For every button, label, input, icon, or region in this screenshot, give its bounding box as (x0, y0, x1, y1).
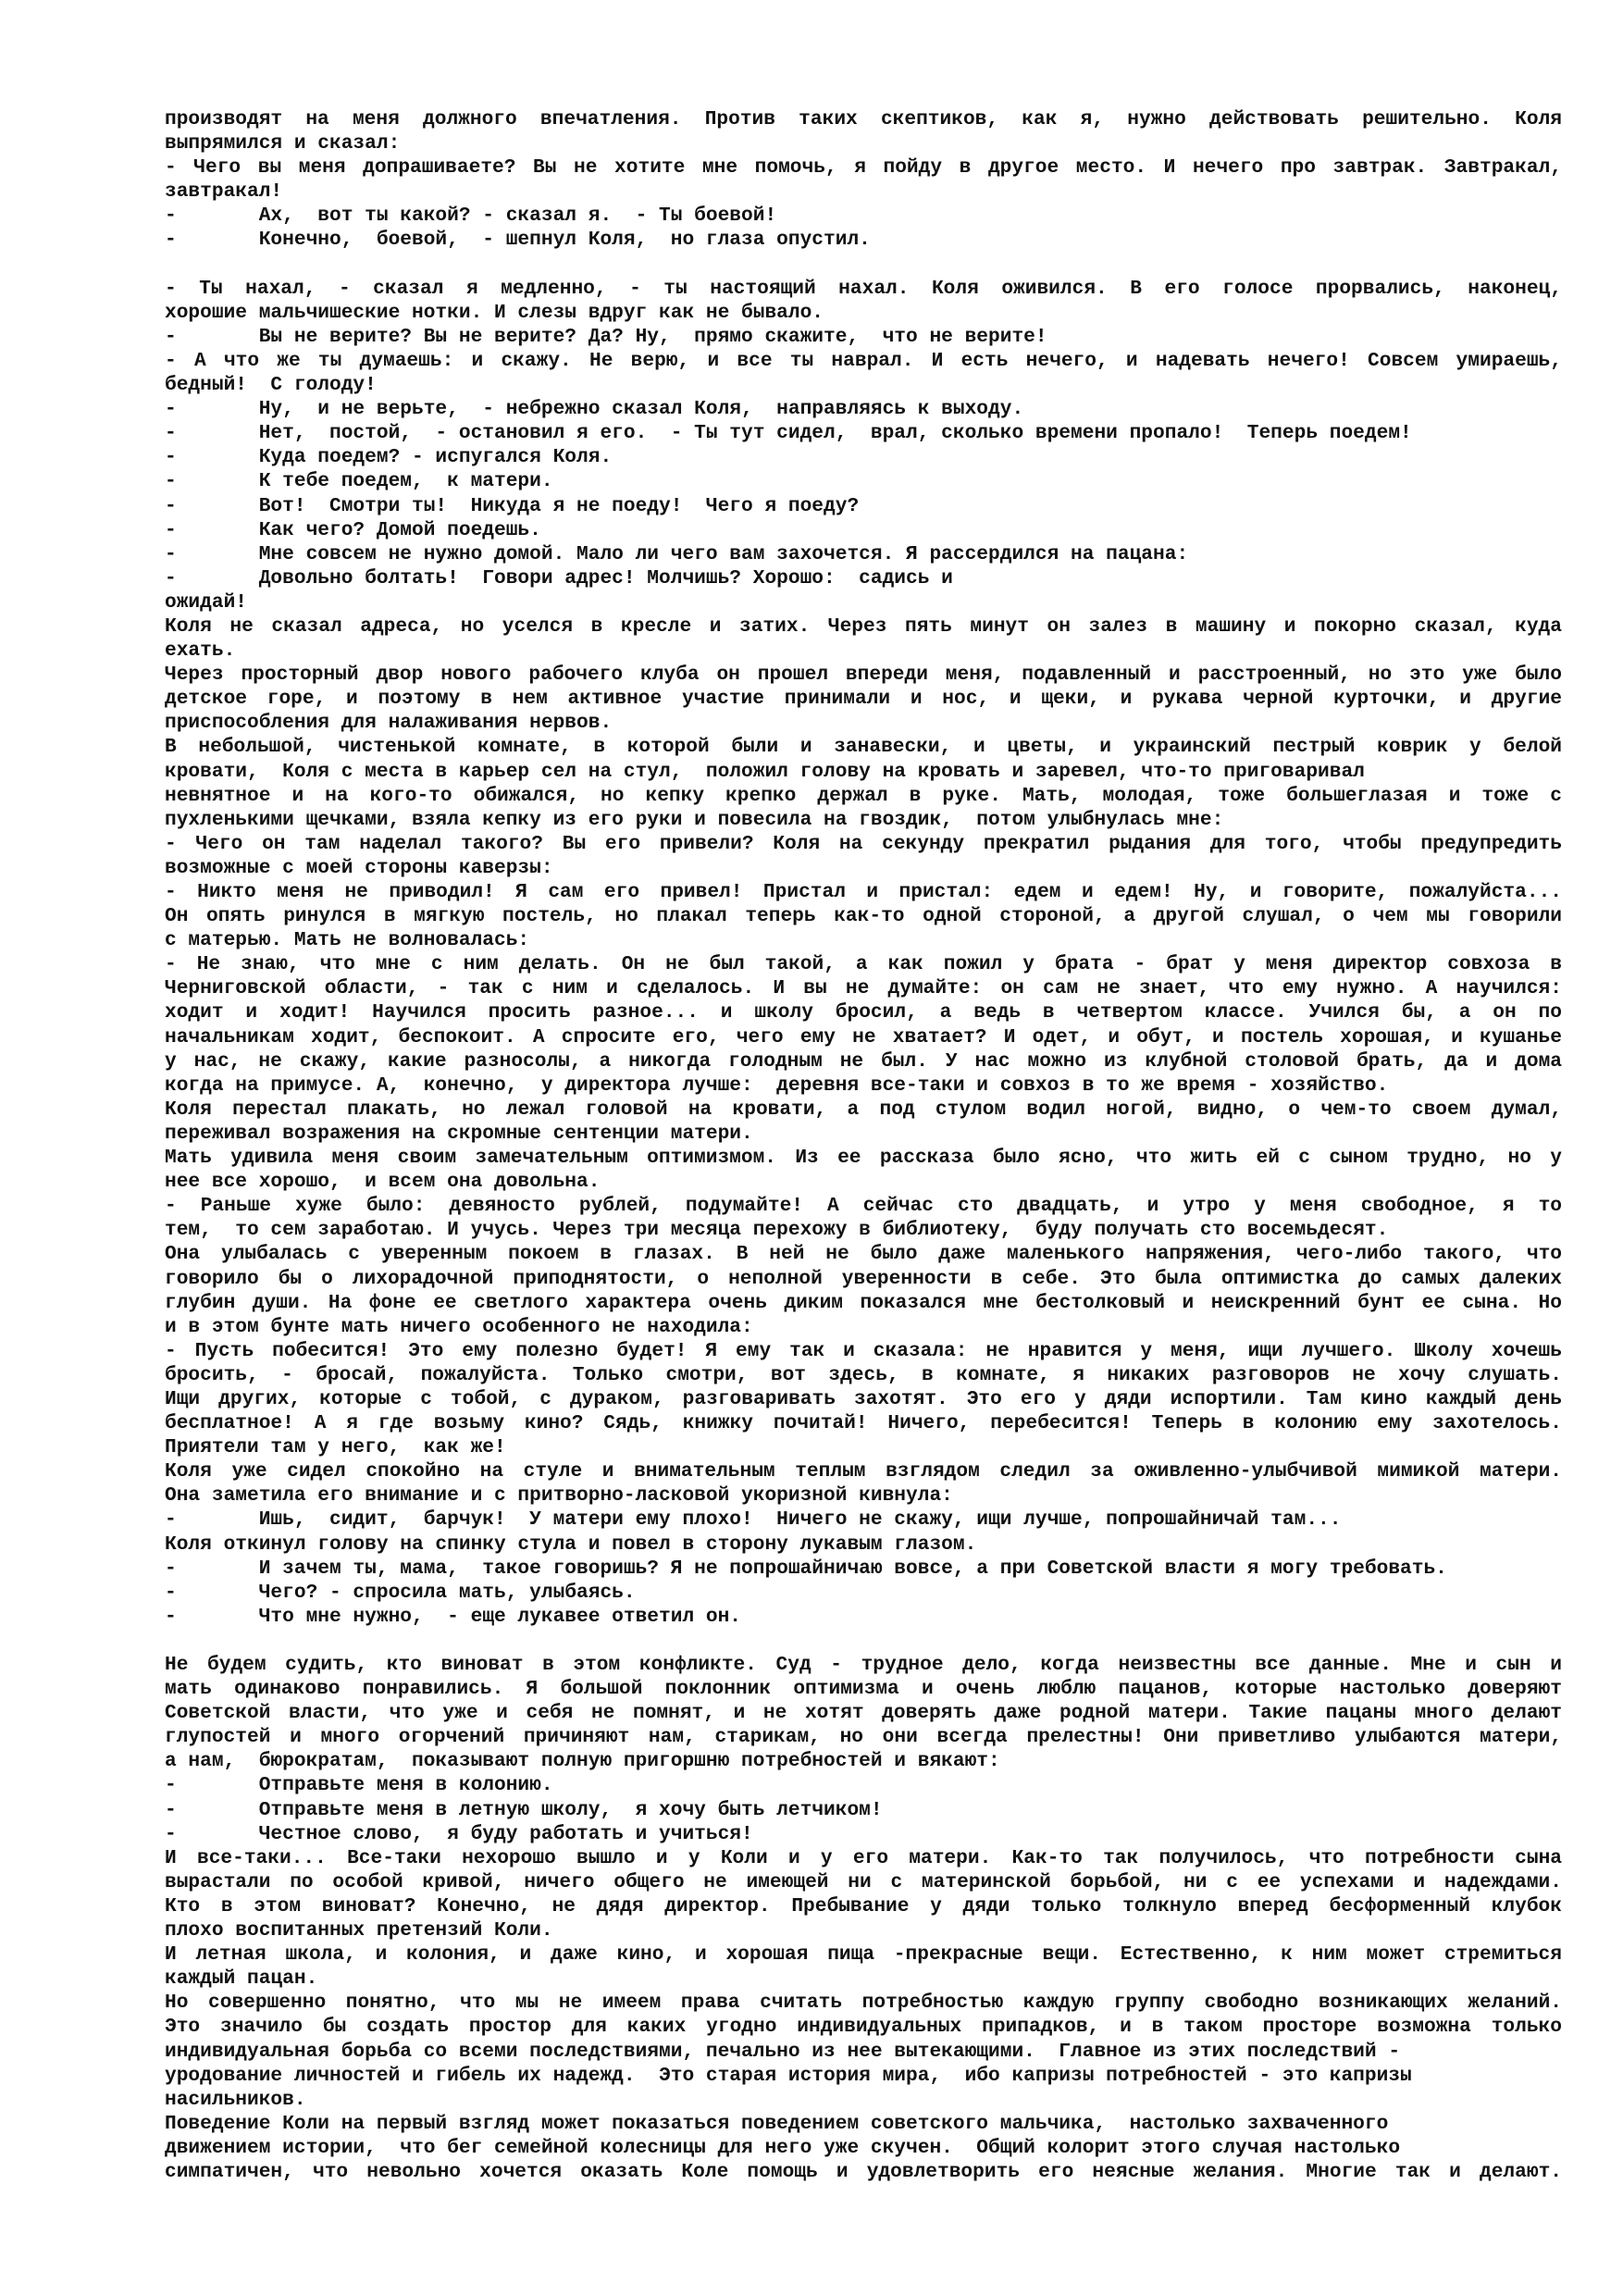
text-line: - Что мне нужно, - еще лукавее ответил он. (165, 1605, 742, 1628)
text-line: Она заметила его внимание и с притворно-ласковой укоризной кивнула: (165, 1484, 953, 1508)
text-line: возможные с моей стороны каверзы: (165, 856, 553, 879)
text-line: и в этом бунте мать ничего особенного не находила: (165, 1315, 753, 1338)
text-line: кровати, Коля с места в карьер сел на стул, положил голову на кровать и заревел, что-то приговаривал (165, 760, 1365, 783)
text-line: В небольшой, чистенькой комнате, в которой были и занавески, и цветы, и украинский пестрый коврик у белой (165, 736, 1562, 759)
text-line: тем, то сем заработаю. И учусь. Через три месяца перехожу в библиотеку, буду получать сто восемьдесят. (165, 1219, 1389, 1242)
text-line: - Ах, вот ты какой? - сказал я. - Ты боевой! (165, 205, 777, 228)
text-line: - Никто меня не приводил! Я сам его привел! Пристал и пристал: едем и едем! Ну, и говорите, пожалуйста... (165, 881, 1562, 903)
text-line: - Ишь, сидит, барчук! У матери ему плохо! Ничего не скажу, ищи лучше, попрошайничай там... (165, 1508, 1342, 1532)
text-line: - Конечно, боевой, - шепнул Коля, но глаза опустил. (165, 229, 871, 252)
text-line: Это значило бы создать простор для каких угодно индивидуальных припадков, и в таком просторе возможна только (165, 2016, 1562, 2039)
text-line: Черниговской области, - так с ним и сделалось. И вы не думайте: он сам не знает, что ему нужно. А научился: (165, 977, 1562, 1000)
text-line: Коля уже сидел спокойно на стуле и внимательным теплым взглядом следил за оживленно-улыбчивой мимикой матери. (165, 1460, 1562, 1483)
blank-line (165, 253, 1562, 277)
text-line: вырастали по особой кривой, ничего общего не имеющей ни с материнской борьбой, ни с ее успехами и надеждами. (165, 1870, 1562, 1893)
text-line: - И зачем ты, мама, такое говоришь? Я не попрошайничаю вовсе, а при Советской власти я могу требовать. (165, 1557, 1447, 1580)
text-line: индивидуальная борьба со всеми последствиями, печально из нее вытекающими. Главное из этих последствий - (165, 2040, 1401, 2063)
blank-line (165, 1629, 1562, 1653)
text-line: ехать. (165, 639, 236, 663)
text-line: когда на примусе. А, конечно, у директора лучше: деревня все-таки и совхоз в то же время - хозяйство. (165, 1074, 1389, 1097)
text-line: у нас, не скажу, какие разносолы, а никогда голодным не был. У нас можно из клубной столовой брать, да и дома (165, 1049, 1562, 1073)
text-line: детское горе, и поэтому в нем активное участие принимали и нос, и щеки, и рукава черной курточки, и другие (165, 688, 1562, 711)
text-line: Но совершенно понятно, что мы не имеем права считать потребностью каждую группу свободно возникающих желаний. (165, 1992, 1562, 2015)
text-line: - Нет, постой, - остановил я его. - Ты тут сидел, врал, сколько времени пропало! Теперь поедем! (165, 422, 1412, 445)
text-line: И летная школа, и колония, и даже кино, и хорошая пища -прекрасные вещи. Естественно, к ним может стремиться (165, 1943, 1562, 1967)
text-line: Кто в этом виноват? Конечно, не дядя директор. Пребывание у дяди только толкнуло вперед бесформенный клубок (165, 1894, 1562, 1917)
text-line: Коля откинул голову на спинку стула и повел в сторону лукавым глазом. (165, 1533, 977, 1556)
text-line: Через просторный двор нового рабочего клуба он прошел впереди меня, подавленный и расстроенный, но это уже было (165, 664, 1562, 687)
text-line: Он опять ринулся в мягкую постель, но плакал теперь как-то одной стороной, а другой слушал, о чем мы говорили (165, 905, 1562, 928)
text-line: глупостей и много огорчений причиняют нам, старикам, но они всегда прелестны! Они приветливо улыбаются матери, (165, 1726, 1562, 1749)
text-line: - Отправьте меня в колонию. (165, 1774, 553, 1797)
text-line: - Как чего? Домой поедешь. (165, 518, 541, 541)
text-line: нее все хорошо, и всем она довольна. (165, 1171, 601, 1194)
text-line: уродование личностей и гибель их надежд. Это старая история мира, ибо капризы потребностей - это капризы (165, 2064, 1412, 2087)
document-page (165, 107, 1562, 2264)
text-line: бедный! С голоду! (165, 374, 377, 397)
text-line: глубин души. На фоне ее светлого характера очень диким показался мне бестолковый и неискренний бунт ее сына. Но (165, 1291, 1562, 1314)
text-line: Ищи других, которые с тобой, с дураком, разговаривать захотят. Это его у дяди испортили. Там кино каждый день (165, 1387, 1562, 1410)
text-line: выпрямился и сказал: (165, 132, 401, 155)
text-line: И все-таки... Все-таки нехорошо вышло и у Коли и у его матери. Как-то так получилось, что потребности сына (165, 1846, 1562, 1869)
text-line: бросить, - бросай, пожалуйста. Только смотри, вот здесь, в комнате, я никаких разговоров не хочу слушать. (165, 1363, 1562, 1386)
text-line: мать одинаково понравились. Я большой поклонник оптимизма и очень люблю пацанов, которые настолько доверяют (165, 1678, 1562, 1701)
text-line: ходит и ходит! Научился просить разное... и школу бросил, а ведь в четвертом классе. Учился бы, а он по (165, 1001, 1562, 1024)
text-line: насильников. (165, 2088, 306, 2111)
text-line: Приятели там у него, как же! (165, 1436, 506, 1459)
text-line: - Вот! Смотри ты! Никуда я не поеду! Чего я поеду? (165, 494, 860, 517)
text-line: плохо воспитанных претензий Коли. (165, 1919, 553, 1942)
text-line: Коля не сказал адреса, но уселся в кресле и затих. Через пять минут он залез в машину и покорно сказал, куда (165, 614, 1562, 638)
text-line: - Отправьте меня в летную школу, я хочу быть летчиком! (165, 1798, 883, 1821)
text-line: - Не знаю, что мне с ним делать. Он не был такой, а как пожил у брата - брат у меня директор совхоза в (165, 953, 1562, 976)
text-line: невнятное и на кого-то обижался, но кепку крепко держал в руке. Мать, молодая, тоже большеглазая и тоже с (165, 784, 1562, 807)
text-line: а нам, бюрократам, показывают полную пригоршню потребностей и вякают: (165, 1750, 1000, 1773)
text-line: хорошие мальчишеские нотки. И слезы вдруг как не бывало. (165, 301, 824, 324)
text-line: с матерью. Мать не волновалась: (165, 929, 530, 952)
text-line: - Чего вы меня допрашиваете? Вы не хотите мне помочь, я пойду в другое место. И нечего про завтрак. Завтракал, (165, 156, 1562, 180)
text-line: движением истории, что бег семейной колесницы для него уже скучен. Общий колорит этого случая настолько (165, 2136, 1401, 2159)
text-line: - Ты нахал, - сказал я медленно, - ты настоящий нахал. Коля оживился. В его голосе прорвались, наконец, (165, 277, 1562, 300)
text-line: пухленькими щечками, взяла кепку из его руки и повесила на гвоздик, потом улыбнулась мне: (165, 808, 1224, 831)
text-line: - Чего он там наделал такого? Вы его привели? Коля на секунду прекратил рыдания для того, чтобы предупредить (165, 832, 1562, 855)
text-line: ожидай! (165, 590, 248, 614)
text-line: Поведение Коли на первый взгляд может показаться поведением советского мальчика, настолько захваченного (165, 2112, 1389, 2135)
text-line: говорило бы о лихорадочной приподнятости, о неполной уверенности в себе. Это была оптимистка до самых далеких (165, 1267, 1562, 1290)
text-line: производят на меня должного впечатления. Против таких скептиков, как я, нужно действовать решительно. Коля (165, 108, 1562, 130)
text-line: завтракал! (165, 180, 283, 204)
text-line: - Пусть побесится! Это ему полезно будет! Я ему так и сказала: не нравится у меня, ищи лучшего. Школу хочешь (165, 1339, 1562, 1362)
text-line: Мать удивила меня своим замечательным оптимизмом. Из ее рассказа было ясно, что жить ей с сыном трудно, но у (165, 1147, 1562, 1170)
text-line: - Чего? - спросила мать, улыбаясь. (165, 1581, 636, 1604)
text-line: - Раньше хуже было: девяносто рублей, подумайте! А сейчас сто двадцать, и утро у меня свободное, я то (165, 1195, 1562, 1218)
text-line: приспособления для налаживания нервов. (165, 712, 613, 735)
text-line: каждый пацан. (165, 1967, 318, 1991)
text-line: - Ну, и не верьте, - небрежно сказал Коля, направляясь к выходу. (165, 398, 1024, 421)
text-line: Советской власти, что уже и себя не помнят, и не хотят доверять даже родной матери. Такие пацаны много делают (165, 1702, 1562, 1725)
text-line: - Мне совсем не нужно домой. Мало ли чего вам захочется. Я рассердился на пацана: (165, 542, 1189, 565)
text-line: Коля перестал плакать, но лежал головой на кровати, а под стулом водил ногой, видно, о чем-то своем думал, (165, 1098, 1562, 1121)
text-line: - К тебе поедем, к матери. (165, 470, 553, 493)
text-line: симпатичен, что невольно хочется оказать Коле помощь и удовлетворить его неясные желания. Многие так и делают. (165, 2160, 1562, 2183)
text-line: начальникам ходит, беспокоит. А спросите его, чего ему не хватает? И одет, и обут, и постель хорошая, и кушанье (165, 1025, 1562, 1049)
text-line: - Довольно болтать! Говори адрес! Молчишь? Хорошо: садись и (165, 566, 953, 590)
text-line: Не будем судить, кто виноват в этом конфликте. Суд - трудное дело, когда неизвестны все данные. Мне и сын и (165, 1654, 1562, 1676)
text-line: - А что же ты думаешь: и скажу. Не верю, и все ты наврал. И есть нечего, и надевать нечего! Совсем умираешь, (165, 349, 1562, 372)
text-line: - Честное слово, я буду работать и учиться! (165, 1822, 753, 1845)
text-line: переживал возражения на скромные сентенции матери. (165, 1122, 753, 1145)
text-line: бесплатное! А я где возьму кино? Сядь, книжку почитай! Ничего, перебесится! Теперь в колонию ему захотелось. (165, 1412, 1562, 1435)
text-line: - Куда поедем? - испугался Коля. (165, 446, 613, 469)
text-line: - Вы не верите? Вы не верите? Да? Ну, прямо скажите, что не верите! (165, 325, 1047, 348)
text-line: Она улыбалась с уверенным покоем в глазах. В ней не было даже маленького напряжения, чего-либо такого, что (165, 1243, 1562, 1266)
